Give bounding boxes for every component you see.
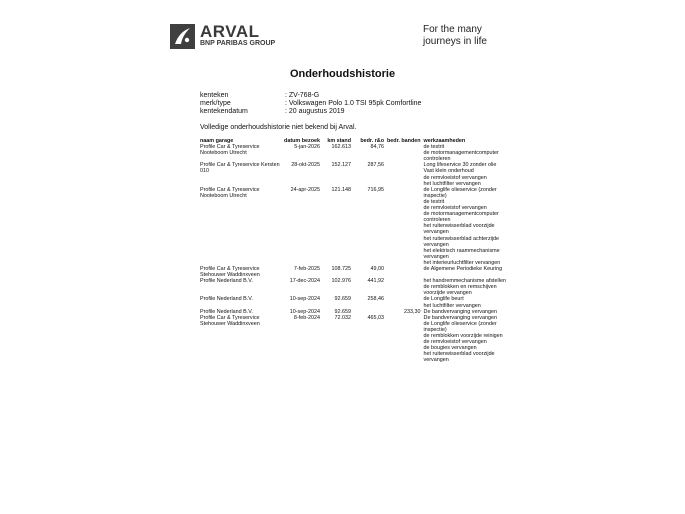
merk-row — [200, 100, 421, 108]
table-row — [200, 144, 509, 162]
work-item: de remvloeistof vervangen — [423, 174, 487, 181]
banden-amount-cell — [387, 315, 424, 364]
garage-cell: Profile Car & Tyreservice Stehouwer Waddinxveen — [200, 265, 260, 279]
ro-amount-cell: 258,46 — [367, 296, 384, 303]
banden-amount-cell — [387, 278, 424, 296]
date-cell: 10-sep-2024 — [289, 296, 320, 303]
header-date: datum bezoek — [284, 138, 320, 144]
banden-amount-cell: 233,30 — [404, 308, 421, 315]
kentekendatum-row — [200, 108, 421, 116]
work-item: de Longlife beurt — [423, 296, 464, 303]
brand-tagline — [423, 24, 518, 48]
work-item: het handremmechanisme afstellen — [423, 278, 506, 285]
work-cell — [424, 309, 509, 315]
work-item: de Longlife olieservice (zonder inspectie) — [423, 320, 497, 333]
date-cell: 8-feb-2024 — [293, 314, 320, 321]
garage-cell: Profile Nederland B.V. — [200, 296, 253, 303]
table-row — [200, 296, 509, 308]
km-cell: 121.148 — [331, 186, 351, 193]
ro-amount-cell: 716,95 — [367, 186, 384, 193]
km-cell: 152.127 — [331, 162, 351, 169]
garage-cell: Profile Car & Tyreservice Nooteboom Utrecht — [200, 144, 260, 157]
work-item: de motormanagementcomputer controleren — [423, 211, 499, 224]
work-item: de testrit — [423, 198, 445, 205]
history-note: Volledige onderhoudshistorie niet bekend bij Arval. — [200, 124, 357, 131]
brand-name: ARVAL — [200, 22, 260, 41]
work-item: de motormanagementcomputer controleren — [423, 150, 499, 163]
km-cell: 102.976 — [331, 278, 351, 285]
page-title: Onderhoudshistorie — [289, 68, 396, 80]
work-item: de testrit — [423, 144, 445, 151]
ro-amount-cell: 49,00 — [370, 265, 384, 272]
table-row — [200, 266, 509, 278]
kenteken-label: kenteken — [200, 92, 229, 99]
work-item: Vast klein onderhoud — [423, 168, 474, 175]
header-work: werkzaamheden — [423, 138, 466, 144]
km-cell: 92.659 — [334, 308, 351, 315]
header-km: km stand — [327, 138, 351, 144]
ro-amount-cell: 84,76 — [370, 144, 384, 151]
date-cell: 5-jan-2026 — [294, 144, 320, 151]
header-ro: bedr. r&o — [360, 138, 384, 144]
banden-amount-cell — [387, 144, 424, 162]
date-cell: 28-okt-2025 — [291, 162, 320, 169]
work-cell — [424, 266, 509, 278]
kenteken-row — [200, 92, 421, 100]
work-item: de bougies vervangen — [423, 345, 477, 352]
work-item: het interieurluchtfilter vervangen — [423, 259, 501, 266]
kentekendatum-label: kentekendatum — [200, 108, 248, 115]
work-cell — [424, 162, 509, 186]
header-garage: naam garage — [200, 138, 234, 144]
work-cell — [424, 144, 509, 162]
banden-amount-cell — [387, 266, 424, 278]
table-row — [200, 162, 509, 186]
kenteken-value: : ZV-768-G — [285, 92, 320, 99]
km-cell: 108.725 — [331, 265, 351, 272]
work-item: de Longlife olieservice (zonder inspectie) — [423, 186, 497, 199]
arval-logo — [170, 24, 280, 50]
km-cell: 162.613 — [331, 144, 351, 151]
ro-amount-cell: 441,92 — [367, 278, 384, 285]
maintenance-table — [200, 138, 509, 363]
work-item: de remvloeistof vervangen — [423, 205, 487, 212]
work-item: de remblokken en remschijven voorzijde vervangen — [423, 284, 497, 297]
ro-amount-cell: 287,56 — [367, 162, 384, 169]
banden-amount-cell — [387, 162, 424, 186]
arval-logo-icon — [170, 24, 195, 49]
work-cell — [424, 187, 509, 266]
work-item: De bandvervanging vervangen — [423, 314, 497, 321]
merk-label: merk/type — [200, 100, 231, 107]
kentekendatum-value: : 20 augustus 2019 — [285, 108, 345, 115]
table-row — [200, 315, 509, 364]
date-cell: 7-feb-2025 — [293, 265, 320, 272]
work-item: de remblokken voorzijde reinigen — [423, 333, 503, 339]
garage-cell: Profile Nederland B.V. — [200, 308, 253, 315]
brand-group: BNP PARIBAS GROUP — [200, 40, 276, 47]
work-cell — [424, 315, 509, 364]
work-item: De bandvervanging vervangen — [423, 308, 497, 315]
km-cell: 72.032 — [334, 314, 351, 321]
work-item: het ruitenwisserblad achterzijde vervangen — [423, 235, 500, 248]
merk-value: : Volkswagen Polo 1.0 TSI 95pk Comfortline — [285, 100, 422, 107]
vehicle-info — [200, 92, 421, 116]
garage-cell: Profile Car & Tyreservice Stehouwer Waddinxveen — [200, 314, 260, 327]
work-item: de Algemene Periodieke Keuring — [423, 265, 503, 272]
work-item: Long lifeservice 30 zonder olie — [423, 162, 497, 169]
date-cell: 17-dec-2024 — [289, 278, 320, 285]
date-cell: 24-apr-2025 — [290, 186, 320, 193]
tagline-line-2: journeys in life — [423, 36, 487, 47]
work-cell — [424, 296, 509, 308]
header-banden: bedr. banden — [387, 138, 421, 144]
work-item: het elektrisch raammechanisme vervangen — [423, 247, 500, 260]
work-item: het ruitenwisserblad voorzijde vervangen — [423, 351, 495, 364]
garage-cell: Profile Car & Tyreservice Kersten 010 — [200, 162, 280, 175]
km-cell: 92.659 — [334, 296, 351, 303]
banden-amount-cell — [387, 296, 424, 308]
ro-amount-cell: 465,03 — [367, 314, 384, 321]
date-cell: 10-sep-2024 — [289, 308, 320, 315]
garage-cell: Profile Nederland B.V. — [200, 278, 253, 285]
work-item: het luchtfilter vervangen — [423, 302, 481, 309]
work-item: het luchtfilter vervangen — [423, 180, 481, 187]
garage-cell: Profile Car & Tyreservice Nooteboom Utrecht — [200, 186, 260, 199]
work-item: het ruitenwisserblad voorzijde vervangen — [423, 223, 495, 236]
work-item: de remvloeistof vervangen — [423, 339, 487, 346]
table-row — [200, 187, 509, 266]
table-row — [200, 278, 509, 296]
banden-amount-cell — [387, 187, 424, 266]
work-cell — [424, 278, 509, 296]
tagline-line-1: For the many — [423, 24, 482, 35]
